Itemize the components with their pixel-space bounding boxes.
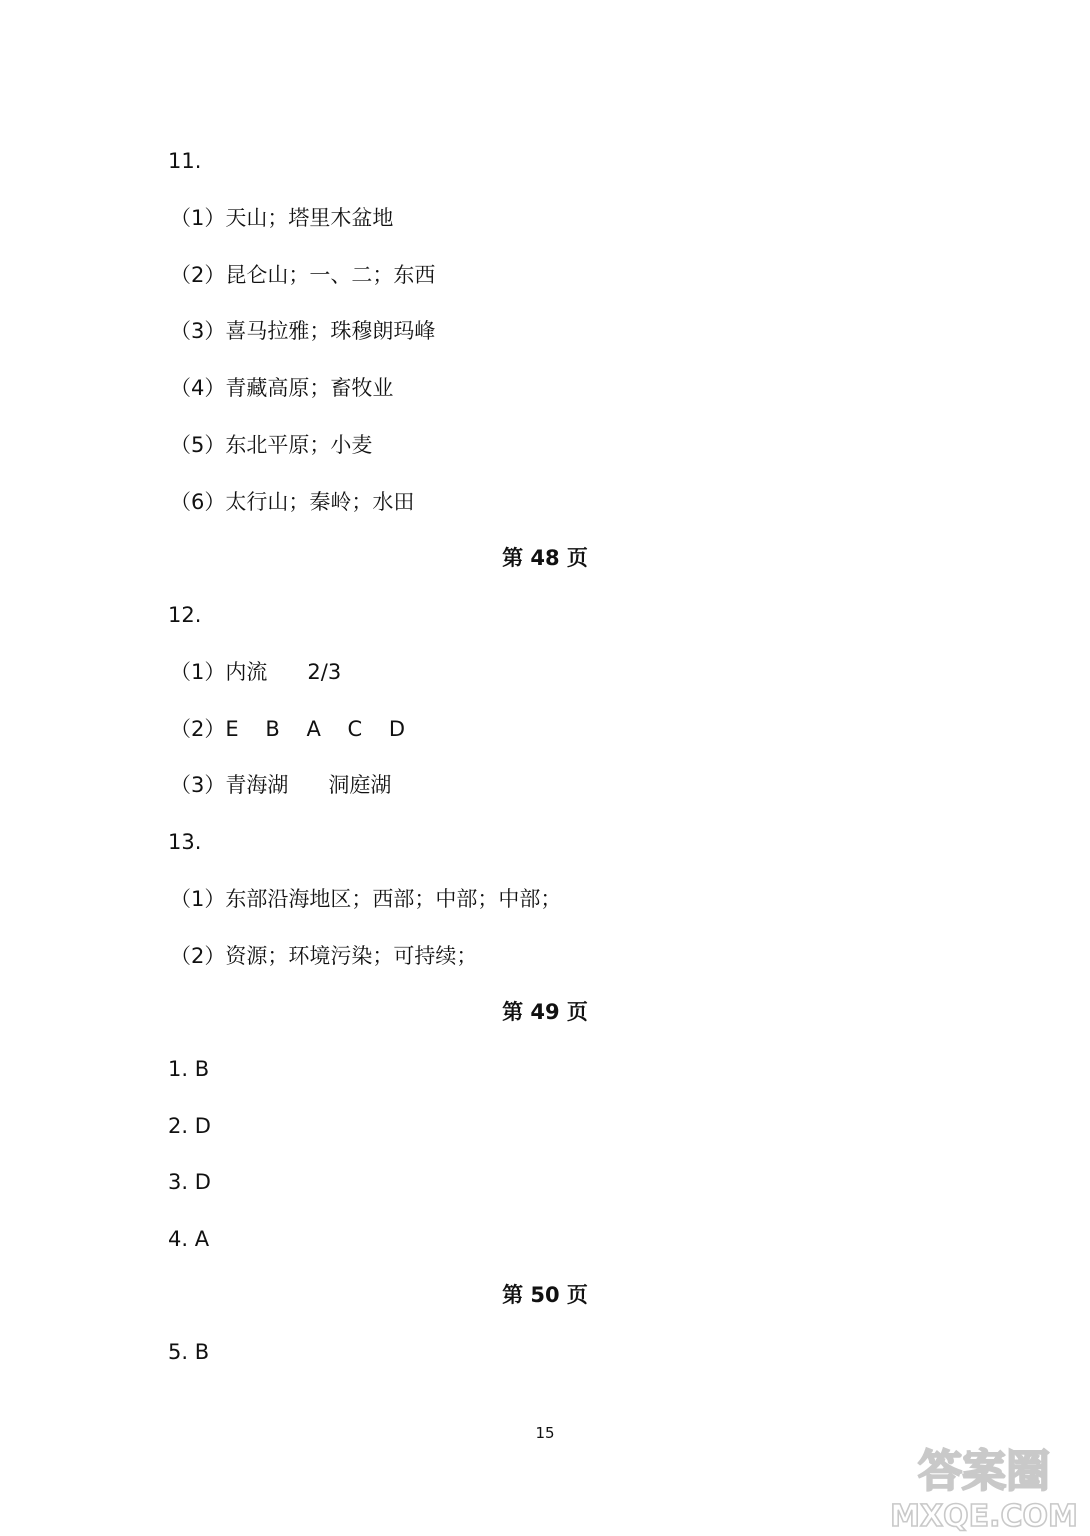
question-13-answer-1: （1）东部沿海地区；西部；中部；中部； — [170, 887, 562, 911]
watermark-logo — [884, 1444, 1084, 1534]
page-number: 15 — [535, 1424, 555, 1442]
question-11-answer-1: （1）天山；塔里木盆地 — [170, 206, 394, 230]
answer-2: 2. D — [168, 1114, 211, 1138]
answer-4: 4. A — [168, 1227, 210, 1251]
question-12-answer-3: （3）青海湖 洞庭湖 — [170, 773, 392, 797]
question-11-answer-5: （5）东北平原；小麦 — [170, 433, 373, 457]
answer-1: 1. B — [168, 1057, 210, 1081]
page-48-heading: 第 48 页 — [502, 546, 588, 570]
question-11-answer-2: （2）昆仑山；一、二；东西 — [170, 263, 436, 287]
question-12-answer-1: （1）内流 2/3 — [170, 660, 342, 684]
page-50-heading: 第 50 页 — [502, 1283, 588, 1307]
page-49-heading: 第 49 页 — [502, 1000, 588, 1024]
answer-3: 3. D — [168, 1170, 211, 1194]
question-12-number: 12. — [168, 603, 202, 627]
answer-5: 5. B — [168, 1340, 210, 1364]
question-11-answer-6: （6）太行山；秦岭；水田 — [170, 490, 415, 514]
question-11-answer-4: （4）青藏高原；畜牧业 — [170, 376, 394, 400]
question-12-answer-2: （2）E B A C D — [170, 717, 406, 741]
question-11-answer-3: （3）喜马拉雅；珠穆朗玛峰 — [170, 319, 436, 343]
question-13-answer-2: （2）资源；环境污染；可持续； — [170, 944, 478, 968]
watermark-bottom-text: MXQE.COM — [890, 1499, 1078, 1534]
question-11-number: 11. — [168, 149, 202, 173]
watermark-top-text: 答案圈 — [918, 1446, 1050, 1497]
question-13-number: 13. — [168, 830, 202, 854]
